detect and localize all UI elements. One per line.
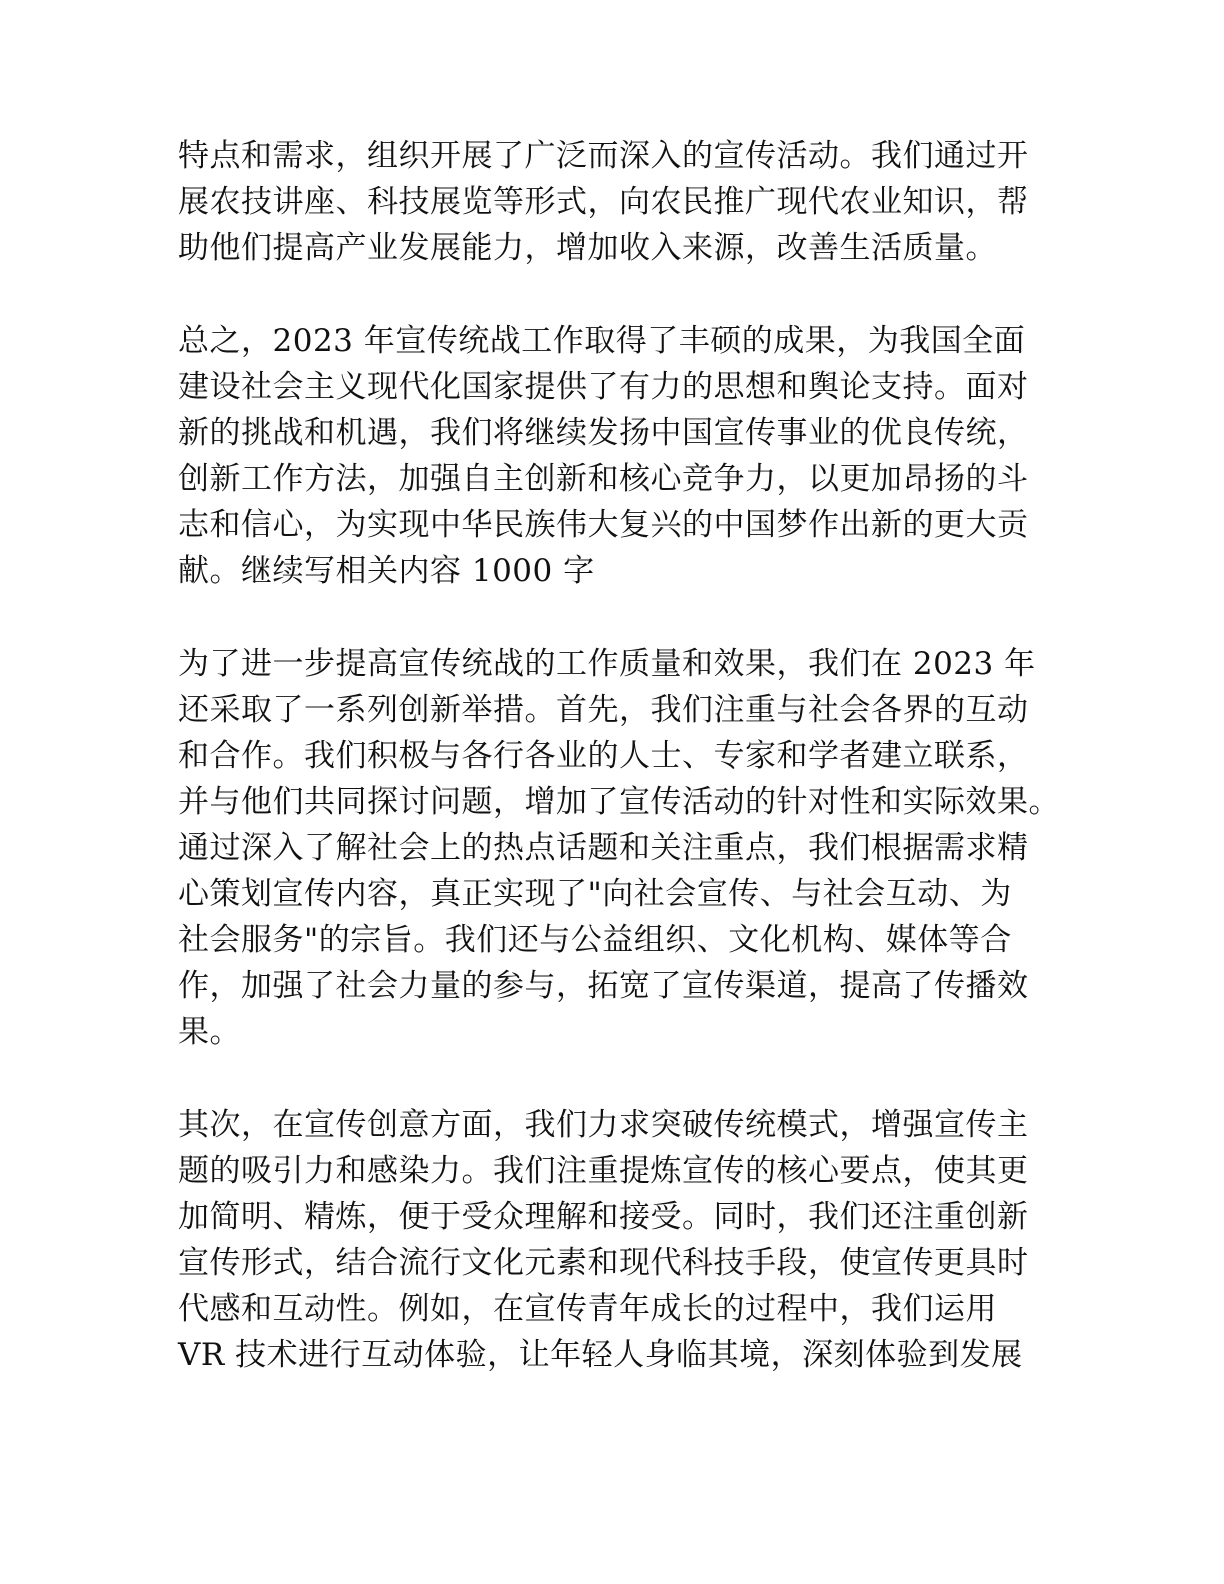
text-line: 新的挑战和机遇，我们将继续发扬中国宣传事业的优良传统， <box>178 415 1029 451</box>
text-line: 为了进一步提高宣传统战的工作质量和效果，我们在 2023 年 <box>178 646 1036 682</box>
text-line: 社会服务"的宗旨。我们还与公益组织、文化机构、媒体等合 <box>178 922 1012 958</box>
paragraph-1 <box>178 133 1058 271</box>
text-line: 特点和需求，组织开展了广泛而深入的宣传活动。我们通过开 <box>178 138 1029 174</box>
text-line: 加简明、精炼，便于受众理解和接受。同时，我们还注重创新 <box>178 1199 1029 1235</box>
text-line: 创新工作方法，加强自主创新和核心竞争力，以更加昂扬的斗 <box>178 461 1029 497</box>
text-line: 作，加强了社会力量的参与，拓宽了宣传渠道，提高了传播效 <box>178 968 1029 1004</box>
text-line: 题的吸引力和感染力。我们注重提炼宣传的核心要点，使其更 <box>178 1153 1029 1189</box>
paragraph-4 <box>178 1102 1058 1378</box>
text-line: VR 技术进行互动体验，让年轻人身临其境，深刻体验到发展 <box>178 1337 1023 1373</box>
text-line: 并与他们共同探讨问题，增加了宣传活动的针对性和实际效果。 <box>178 784 1060 820</box>
paragraph-3 <box>178 641 1058 1055</box>
text-line: 志和信心，为实现中华民族伟大复兴的中国梦作出新的更大贡 <box>178 507 1029 543</box>
text-line: 展农技讲座、科技展览等形式，向农民推广现代农业知识，帮 <box>178 184 1029 220</box>
paragraph-2 <box>178 318 1058 594</box>
text-line: 献。继续写相关内容 1000 字 <box>178 553 595 589</box>
text-line: 其次，在宣传创意方面，我们力求突破传统模式，增强宣传主 <box>178 1107 1029 1143</box>
text-line: 还采取了一系列创新举措。首先，我们注重与社会各界的互动 <box>178 692 1029 728</box>
text-line: 通过深入了解社会上的热点话题和关注重点，我们根据需求精 <box>178 830 1029 866</box>
text-line: 果。 <box>178 1014 241 1050</box>
text-line: 宣传形式，结合流行文化元素和现代科技手段，使宣传更具时 <box>178 1245 1029 1281</box>
text-line: 助他们提高产业发展能力，增加收入来源，改善生活质量。 <box>178 230 997 266</box>
text-line: 总之，2023 年宣传统战工作取得了丰硕的成果，为我国全面 <box>178 323 1026 359</box>
text-line: 心策划宣传内容，真正实现了"向社会宣传、与社会互动、为 <box>178 876 1012 912</box>
text-line: 代感和互动性。例如，在宣传青年成长的过程中，我们运用 <box>178 1291 997 1327</box>
text-line: 和合作。我们积极与各行各业的人士、专家和学者建立联系， <box>178 738 1029 774</box>
text-line: 建设社会主义现代化国家提供了有力的思想和舆论支持。面对 <box>178 369 1029 405</box>
